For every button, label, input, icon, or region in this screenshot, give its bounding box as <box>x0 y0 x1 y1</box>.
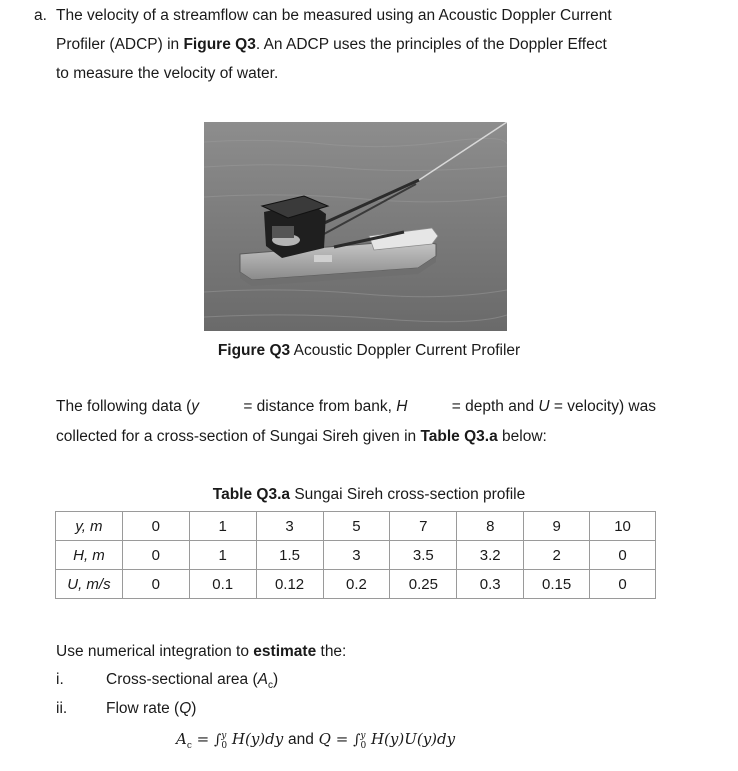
table-cell: 5 <box>323 512 390 541</box>
table-row <box>56 570 656 599</box>
table-cell: 0.25 <box>390 570 457 599</box>
table-cell: 0 <box>122 570 189 599</box>
table-cell: 0 <box>590 541 656 570</box>
table-cell: 2 <box>524 541 590 570</box>
table-cell: 3 <box>256 512 323 541</box>
table-cell: 0.15 <box>524 570 590 599</box>
table-cell: 0 <box>122 541 189 570</box>
intro-line-3: to measure the velocity of water. <box>56 65 279 82</box>
task-item-1-number: i. <box>56 671 64 688</box>
table-cell: 1.5 <box>256 541 323 570</box>
table-cell: 8 <box>457 512 524 541</box>
table-cell: 1 <box>189 512 256 541</box>
cross-section-table <box>55 511 656 599</box>
intro-line-1: The velocity of a streamflow can be measured using an Acoustic Doppler Current <box>56 7 612 24</box>
row-header: y, m <box>56 512 123 541</box>
table-cell: 10 <box>590 512 656 541</box>
task-instruction: Use numerical integration to estimate the: <box>56 643 347 660</box>
adcp-photo <box>204 122 507 331</box>
table-cell: 0.1 <box>189 570 256 599</box>
table-cell: 0.12 <box>256 570 323 599</box>
row-header: H, m <box>56 541 123 570</box>
table-cell: 7 <box>390 512 457 541</box>
figure-caption: Figure Q3 Acoustic Doppler Current Profiler <box>217 342 521 359</box>
table-cell: 0 <box>590 570 656 599</box>
table-cell: 3.2 <box>457 541 524 570</box>
part-label: a. <box>34 7 47 24</box>
task-item-2-number: ii. <box>56 700 68 717</box>
data-description-line-1: The following data (y = distance from bank, H = depth and U = velocity) was <box>56 398 656 415</box>
table-caption: Table Q3.a Sungai Sireh cross-section profile <box>212 486 526 503</box>
table-cell: 3 <box>323 541 390 570</box>
table-row <box>56 541 656 570</box>
table-cell: 0.2 <box>323 570 390 599</box>
table-cell: 1 <box>189 541 256 570</box>
task-item-2-text: Flow rate (Q) <box>106 700 197 717</box>
task-item-1-text: Cross-sectional area $(A_c)$ <box>106 671 279 692</box>
table-cell: 0.3 <box>457 570 524 599</box>
table-cell: 9 <box>524 512 590 541</box>
table-cell: 0 <box>122 512 189 541</box>
row-header: U, m/s <box>56 570 123 599</box>
table-row <box>56 512 656 541</box>
table-ref: Table Q3.a <box>420 428 498 445</box>
figure-ref: Figure Q3 <box>183 36 256 53</box>
data-description-line-2: collected for a cross-section of Sungai Sireh given in Table Q3.a below: <box>56 428 547 445</box>
integral-formula: $A_c = \int^y_0$ H(y)dy and Q = ∫$^y_0$ H(y)U(y)dy <box>176 730 456 751</box>
intro-line-2: Profiler (ADCP) in Figure Q3. An ADCP uses the principles of the Doppler Effect <box>56 36 607 53</box>
table-cell: 3.5 <box>390 541 457 570</box>
